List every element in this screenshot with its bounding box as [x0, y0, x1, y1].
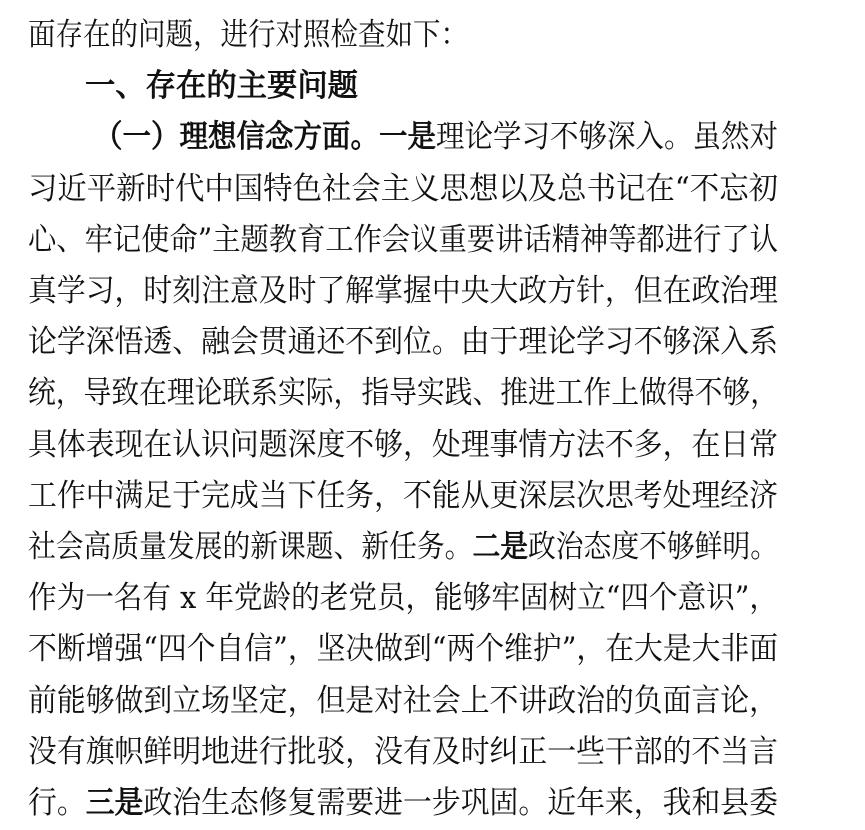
text-segment: 前能够做到立场坚定，但是对社会上不讲政治的负面言论，: [28, 682, 778, 719]
text-segment: 面存在的问题，进行对照检查如下：: [28, 17, 468, 53]
body-line: [0, 366, 800, 420]
text-segment: 政治生态修复需要进一步巩固。近年来，我和县委: [143, 785, 778, 821]
body-line: [0, 674, 800, 728]
body-line: [0, 725, 800, 779]
section-heading: [0, 59, 800, 113]
text-segment: 政治态度不够鲜明。: [528, 529, 778, 565]
text-segment: 统，导致在理论联系实际，指导实践、推进工作上做得不够，: [28, 375, 778, 412]
line-text: [28, 725, 778, 779]
body-line: [0, 110, 800, 164]
body-line: [0, 469, 800, 523]
body-line: [0, 622, 800, 676]
bold-text-segment: 二是: [472, 529, 528, 565]
text-segment: 具体表现在认识问题深度不够，处理事情方法不多，在日常: [28, 426, 778, 463]
text-segment: 社会高质量发展的新课题、新任务。: [28, 529, 473, 565]
bold-text-segment: 一是: [379, 119, 436, 156]
body-line: [0, 776, 800, 830]
text-segment: 真学习，时刻注意及时了解掌握中央大政方针，但在政治理: [28, 273, 778, 309]
line-text: [28, 162, 778, 216]
text-segment: 理论学习不够深入。虽然对: [436, 119, 778, 156]
line-text: [28, 622, 778, 676]
line-text: [28, 366, 778, 420]
text-segment: 行。: [28, 785, 86, 821]
text-segment: 习近平新时代中国特色社会主义思想以及总书记在“不忘初: [28, 170, 778, 207]
line-text: [28, 674, 778, 728]
line-text: [85, 59, 358, 113]
line-text: [28, 520, 778, 574]
body-line: [0, 571, 800, 625]
text-segment: 工作中满足于完成当下任务，不能从更深层次思考处理经济: [28, 477, 778, 514]
body-line: [0, 8, 800, 62]
line-text: [28, 8, 468, 62]
text-segment: 没有旗帜鲜明地进行批驳，没有及时纠正一些干部的不当言: [28, 733, 778, 770]
text-segment: 心、牢记使命”主题教育工作会议重要讲话精神等都进行了认: [28, 221, 778, 258]
line-text: [28, 315, 778, 369]
text-segment: 论学深悟透、融会贯通还不到位。由于理论学习不够深入系: [28, 324, 778, 361]
body-line: [0, 213, 800, 267]
body-line: [0, 315, 800, 369]
bold-text-segment: （一）理想信念方面。: [94, 119, 379, 156]
line-text: [28, 469, 778, 523]
line-text: [28, 213, 778, 267]
body-line: [0, 520, 800, 574]
body-line: [0, 162, 800, 216]
bold-text-segment: 三是: [85, 785, 144, 821]
line-text: [28, 571, 778, 625]
text-segment: 不断增强“四个自信”，坚决做到“两个维护”，在大是大非面: [28, 631, 778, 668]
body-line: [0, 418, 800, 472]
line-text: [28, 264, 778, 318]
line-text: [94, 110, 778, 164]
line-text: [28, 776, 778, 830]
bold-text-segment: 一、存在的主要问题: [85, 68, 358, 105]
body-line: [0, 264, 800, 318]
line-text: [28, 418, 778, 472]
text-segment: 作为一名有 x 年党龄的老党员，能够牢固树立“四个意识”，: [28, 580, 778, 617]
